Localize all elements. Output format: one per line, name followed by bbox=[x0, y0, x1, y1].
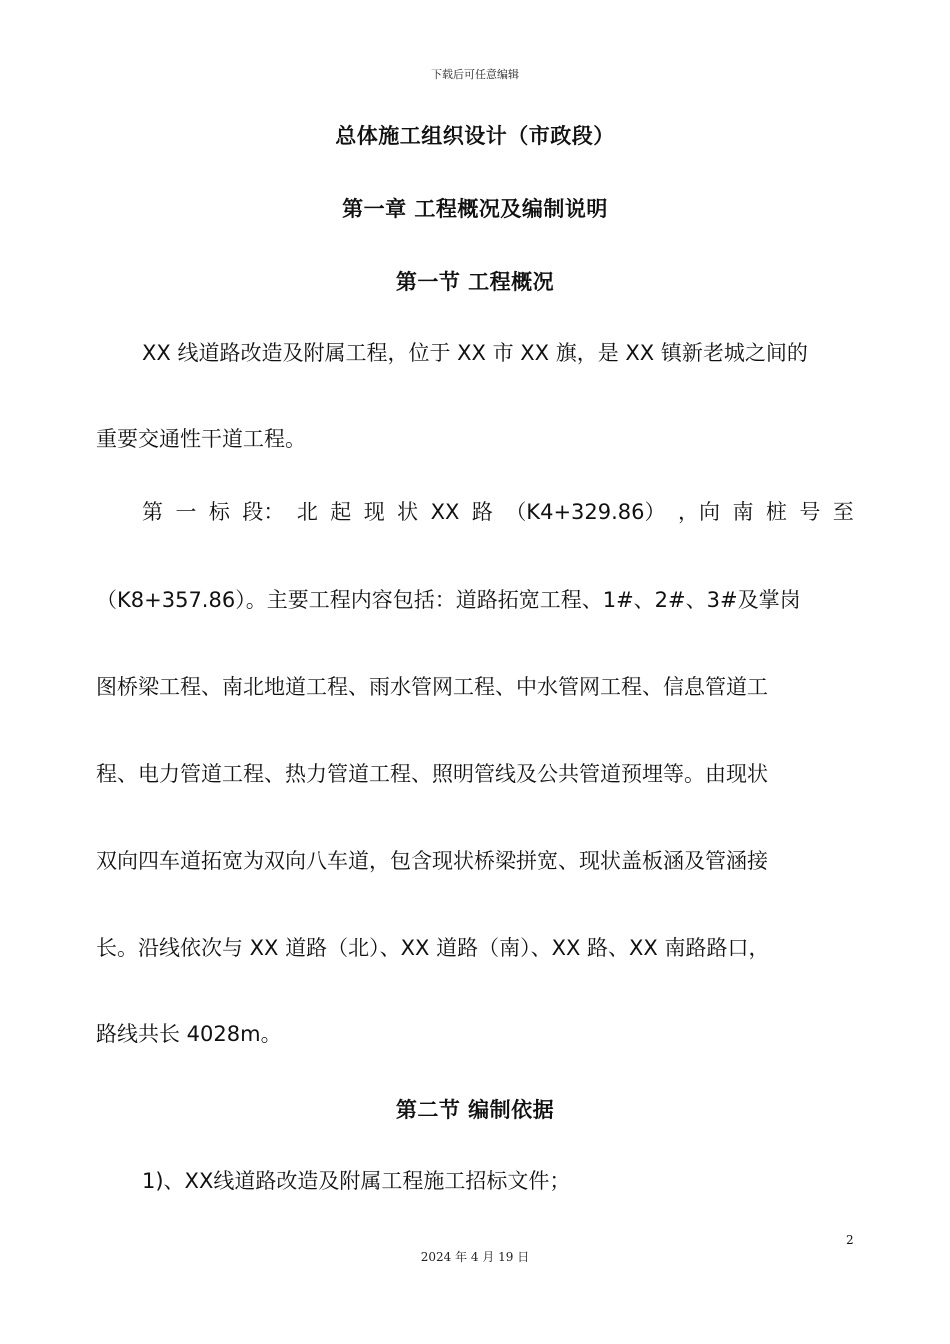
paragraph-line: 图桥梁工程、南北地道工程、雨水管网工程、中水管网工程、信息管道工 bbox=[96, 675, 768, 699]
spread-word: 标 bbox=[208, 500, 230, 524]
spread-word: 一 bbox=[175, 500, 197, 524]
spread-word: 起 bbox=[330, 500, 352, 524]
spread-word: ，向 bbox=[677, 500, 720, 524]
spread-word: 路 bbox=[471, 500, 493, 524]
footer-date: 2024 年 4 月 19 日 bbox=[420, 1250, 530, 1264]
list-item: 1)、XX线道路改造及附属工程施工招标文件； bbox=[142, 1169, 571, 1193]
spread-word: 第 bbox=[142, 500, 163, 524]
spread-word: 段： bbox=[242, 500, 285, 524]
paragraph-line: 长。沿线依次与 XX 道路（北）、XX 道路（南）、XX 路、XX 南路路口， bbox=[96, 936, 770, 960]
paragraph-line: （K8+357.86）。主要工程内容包括：道路拓宽工程、1#、2#、3#及掌岗 bbox=[96, 588, 801, 612]
document-title: 总体施工组织设计（市政段） bbox=[335, 124, 615, 148]
spread-word: （K4+329.86） bbox=[505, 500, 666, 524]
spread-word: 状 bbox=[397, 500, 419, 524]
paragraph-line: XX 线道路改造及附属工程，位于 XX 市 XX 旗，是 XX 镇新老城之间的 bbox=[142, 341, 808, 365]
spread-word: 现 bbox=[363, 500, 385, 524]
spread-word: 北 bbox=[296, 500, 318, 524]
spread-word: 南 bbox=[732, 500, 754, 524]
paragraph-line: 路线共长 4028m。 bbox=[96, 1022, 282, 1046]
paragraph-line: 程、电力管道工程、热力管道工程、照明管线及公共管道预埋等。由现状 bbox=[96, 762, 768, 786]
spread-word: 号 bbox=[799, 500, 821, 524]
header-note: 下载后可任意编辑 bbox=[431, 68, 519, 81]
paragraph-line: 双向四车道拓宽为双向八车道，包含现状桥梁拼宽、现状盖板涵及管涵接 bbox=[96, 849, 768, 873]
section-heading-overview: 第一节 工程概况 bbox=[395, 270, 555, 294]
chapter-heading: 第一章 工程概况及编制说明 bbox=[342, 197, 608, 221]
section-heading-basis: 第二节 编制依据 bbox=[395, 1098, 555, 1122]
spread-word: 桩 bbox=[765, 500, 787, 524]
spread-word: 至 bbox=[832, 500, 854, 524]
paragraph-line-spread bbox=[142, 497, 854, 527]
spread-word: XX bbox=[430, 500, 460, 524]
paragraph-line: 重要交通性干道工程。 bbox=[96, 427, 306, 451]
page-number: 2 bbox=[846, 1233, 854, 1247]
